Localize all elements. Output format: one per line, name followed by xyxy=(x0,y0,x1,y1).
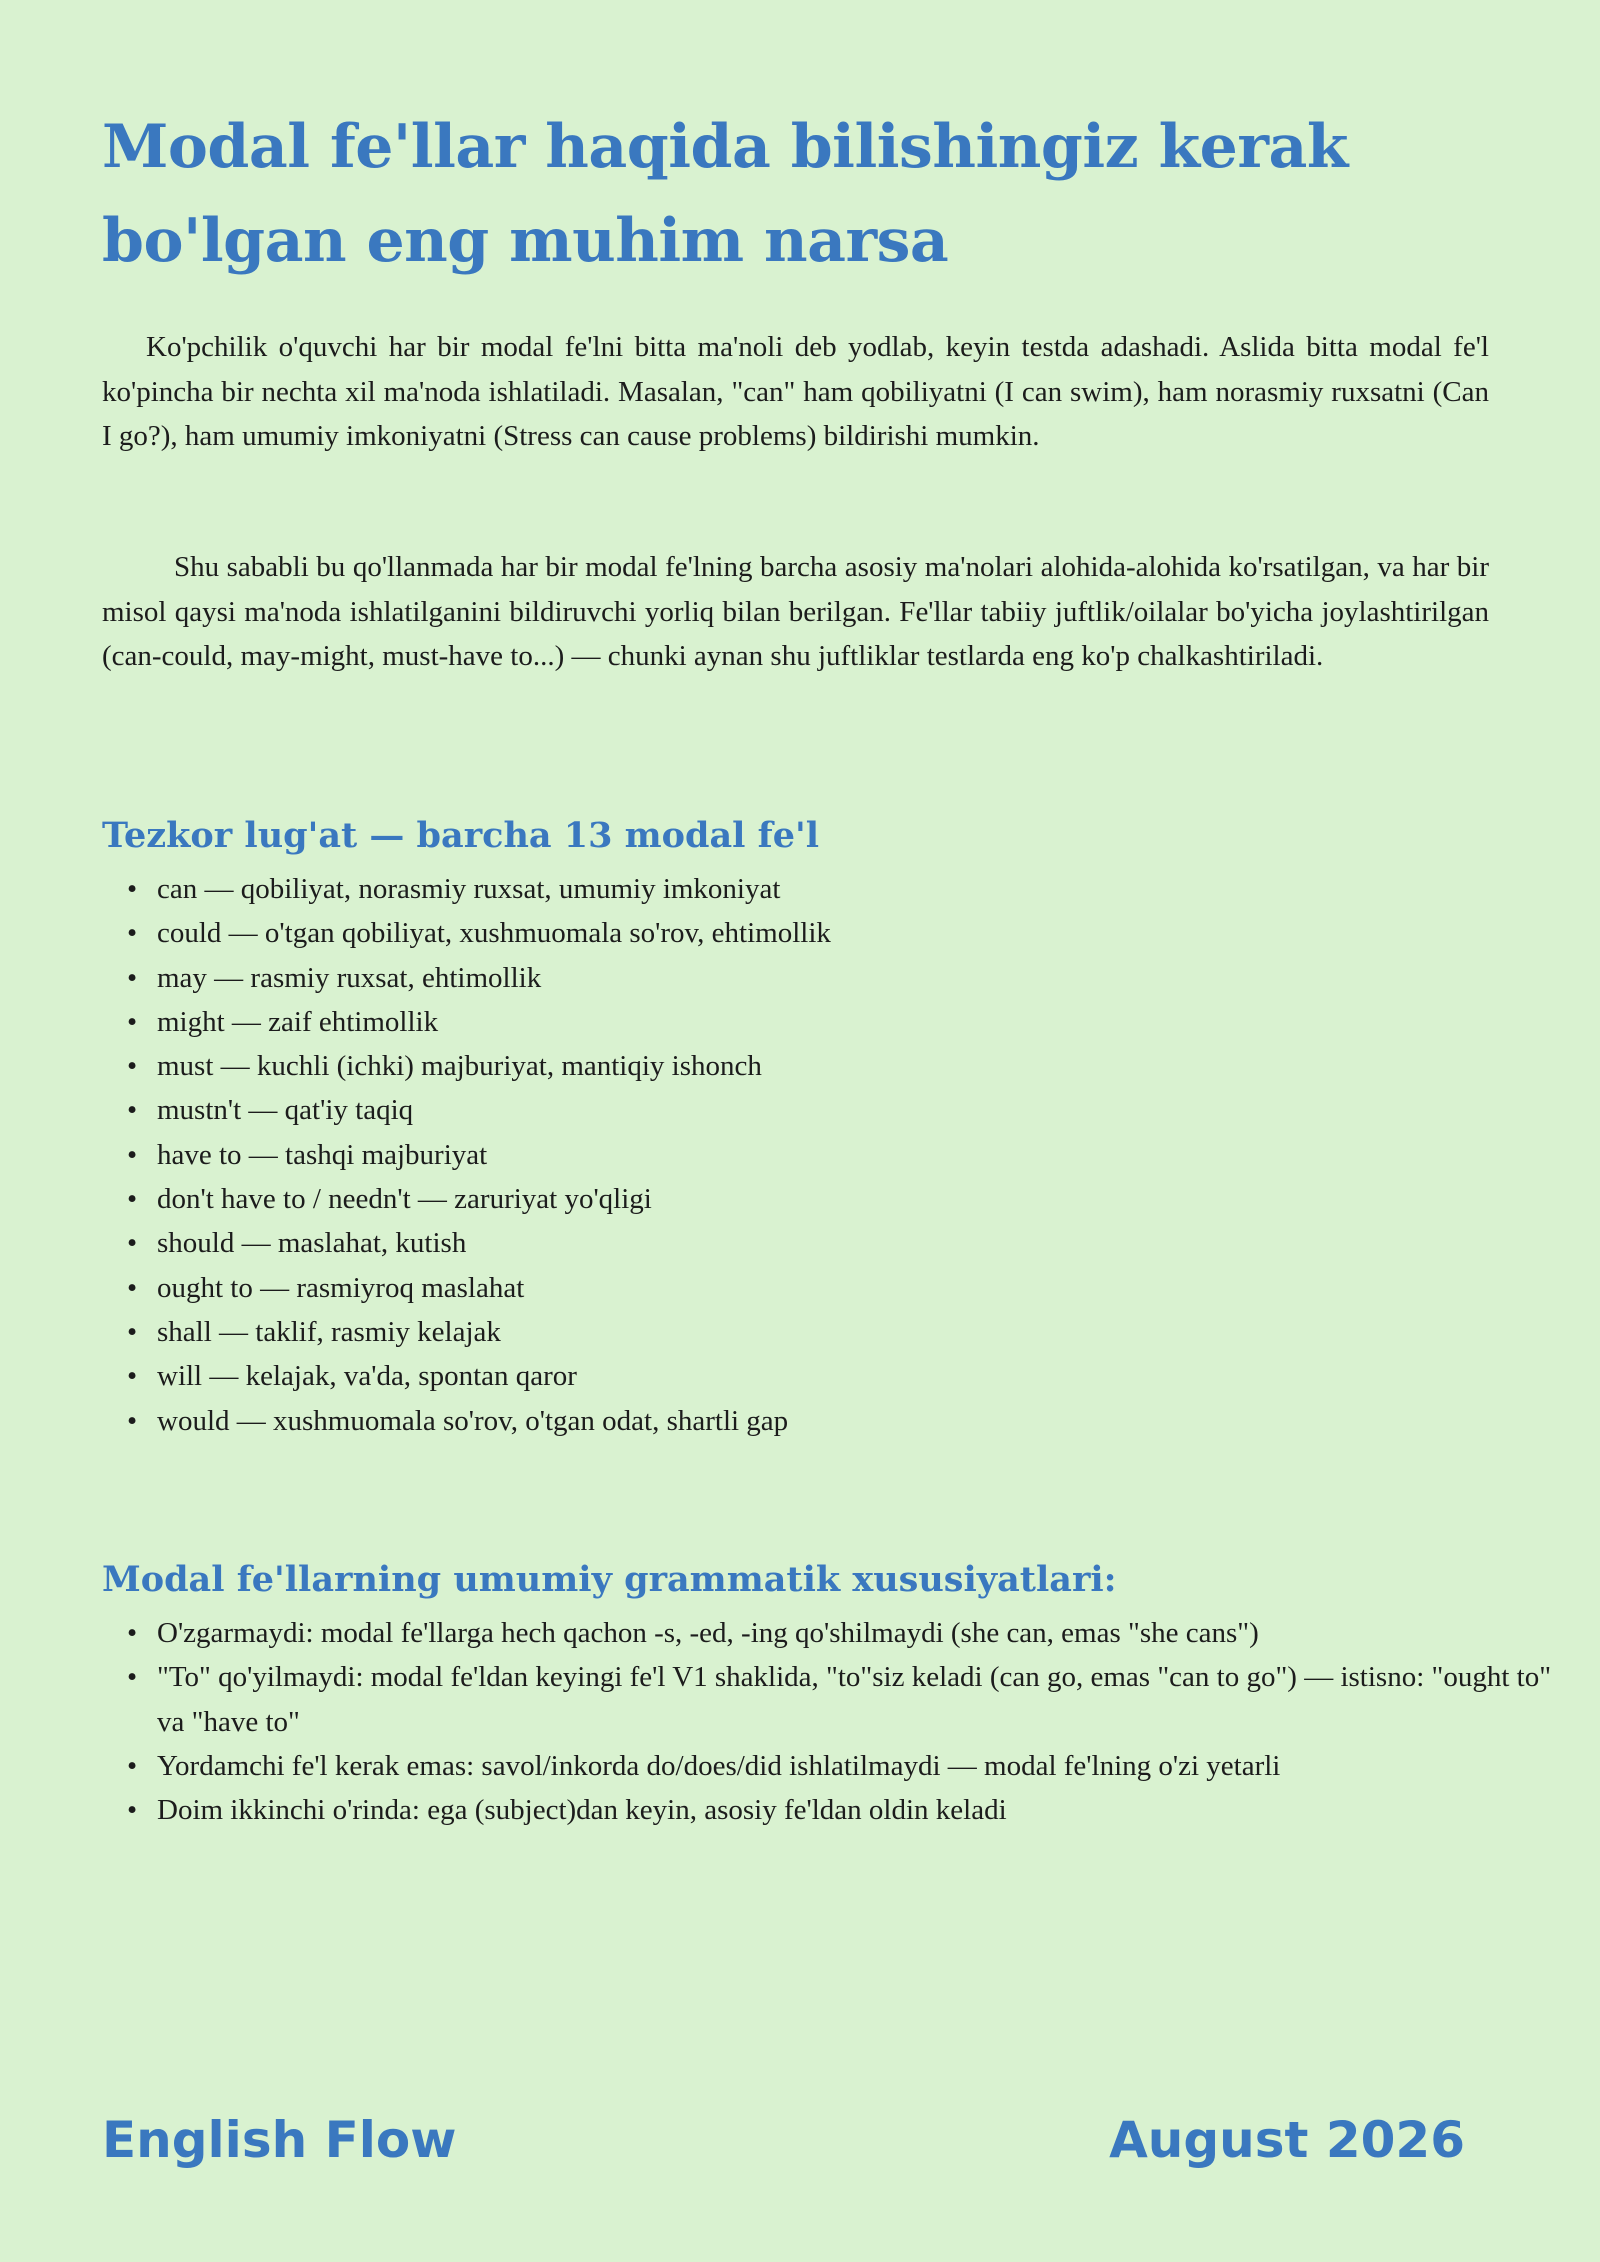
grammar-item xyxy=(127,1611,1577,1655)
vocab-item xyxy=(127,1000,1577,1044)
vocab-item xyxy=(127,1266,1577,1310)
vocab-list xyxy=(102,867,1577,1443)
vocab-item-text: would — xushmuomala so'rov, o'tgan odat, shartli gap xyxy=(157,1404,789,1437)
grammar-item-text: O'zgarmaydi: modal fe'llarga hech qachon -s, -ed, -ing qo'shilmaydi (she can, emas "she cans") xyxy=(157,1617,1259,1649)
bullet-icon: • xyxy=(127,1094,138,1127)
vocab-item xyxy=(127,911,1577,955)
bullet-icon: • xyxy=(127,1315,138,1348)
vocab-item xyxy=(127,1399,1577,1443)
grammar-item xyxy=(127,1788,1577,1832)
bullet-icon: • xyxy=(127,1617,138,1649)
vocab-item-text: could — o'tgan qobiliyat, xushmuomala so'rov, ehtimollik xyxy=(157,917,831,950)
grammar-item-text: Doim ikkinchi o'rinda: ega (subject)dan keyin, asosiy fe'ldan oldin keladi xyxy=(157,1794,1007,1827)
bullet-icon: • xyxy=(127,917,138,950)
bullet-icon: • xyxy=(127,1794,138,1827)
grammar-item-text: Yordamchi fe'l kerak emas: savol/inkorda do/does/did ishlatilmaydi — modal fe'lning o'zi yetarli xyxy=(157,1749,1281,1782)
vocab-item xyxy=(127,1221,1577,1265)
vocab-item-text: will — kelajak, va'da, spontan qaror xyxy=(157,1360,577,1393)
bullet-icon: • xyxy=(127,1360,138,1393)
guide-paragraph: Shu sababli bu qo'llanmada har bir modal fe'lning barcha asosiy ma'nolari alohida-alohida ko'rsatilgan, va har bir misol qaysi ma'noda ishlatilganini bildiruvchi yorliq bilan berilgan. Fe'llar tabiiy juftlik/oilalar bo'yicha joylashtirilgan (can-could, may-might, must-have to...) — chunki aynan shu juftliklar testlarda eng ko'p chalkashtiriladi. xyxy=(102,551,1489,672)
intro-paragraph: Ko'pchilik o'quvchi har bir modal fe'lni bitta ma'noli deb yodlab, keyin testda adashadi. Aslida bitta modal fe'l ko'pincha bir nechta xil ma'noda ishlatiladi. Masalan, "can" ham qobiliyatni (I can swim), ham norasmiy ruxsatni (Can I go?), ham umumiy imkoniyatni (Stress can cause problems) bildirishi mumkin. xyxy=(102,331,1489,452)
vocab-item xyxy=(127,867,1577,911)
vocab-item-text: mustn't — qat'iy taqiq xyxy=(157,1094,414,1127)
vocab-item-text: have to — tashqi majburiyat xyxy=(157,1138,488,1171)
vocab-item xyxy=(127,1133,1577,1177)
bullet-icon: • xyxy=(127,1227,138,1260)
page-title xyxy=(102,100,1382,288)
grammar-list xyxy=(102,1611,1577,1832)
vocab-item-text: must — kuchli (ichki) majburiyat, mantiqiy ishonch xyxy=(157,1050,762,1083)
vocab-heading: Tezkor lug'at — barcha 13 modal fe'l xyxy=(102,815,819,856)
vocab-item-text: should — maslahat, kutish xyxy=(157,1227,467,1260)
page-title-line-1: Modal fe'llar haqida bilishingiz kerak xyxy=(102,112,1348,182)
bullet-icon: • xyxy=(127,1271,138,1304)
vocab-item xyxy=(127,1088,1577,1132)
vocab-item-text: don't have to / needn't — zaruriyat yo'qligi xyxy=(157,1183,652,1216)
vocab-item-text: can — qobiliyat, norasmiy ruxsat, umumiy imkoniyat xyxy=(157,873,781,905)
vocab-item xyxy=(127,956,1577,1000)
footer-date: August 2026 xyxy=(1109,2111,1465,2169)
footer-brand: English Flow xyxy=(102,2111,457,2169)
bullet-icon: • xyxy=(127,1404,138,1437)
vocab-item-text: ought to — rasmiyroq maslahat xyxy=(157,1271,525,1304)
grammar-item xyxy=(127,1655,1577,1744)
vocab-item-text: might — zaif ehtimollik xyxy=(157,1005,439,1038)
bullet-icon: • xyxy=(127,961,138,994)
bullet-icon: • xyxy=(127,1050,138,1083)
vocab-item xyxy=(127,1354,1577,1398)
vocab-item xyxy=(127,1177,1577,1221)
bullet-icon: • xyxy=(127,1005,138,1038)
page-title-line-2: bo'lgan eng muhim narsa xyxy=(102,206,949,276)
bullet-icon: • xyxy=(127,873,138,905)
bullet-icon: • xyxy=(127,1749,138,1782)
grammar-heading: Modal fe'llarning umumiy grammatik xususiyatlari: xyxy=(102,1559,1117,1600)
bullet-icon: • xyxy=(127,1183,138,1216)
grammar-item xyxy=(127,1744,1577,1788)
bullet-icon: • xyxy=(127,1661,138,1694)
bullet-icon: • xyxy=(127,1138,138,1171)
vocab-item xyxy=(127,1310,1577,1354)
vocab-item-text: may — rasmiy ruxsat, ehtimollik xyxy=(157,961,542,994)
grammar-item-text: "To" qo'yilmaydi: modal fe'ldan keyingi fe'l V1 shaklida, "to"siz keladi (can go, emas "can to go") — istisno: "ought to" va "have to" xyxy=(157,1661,1552,1738)
vocab-item xyxy=(127,1044,1577,1088)
vocab-item-text: shall — taklif, rasmiy kelajak xyxy=(157,1315,501,1348)
